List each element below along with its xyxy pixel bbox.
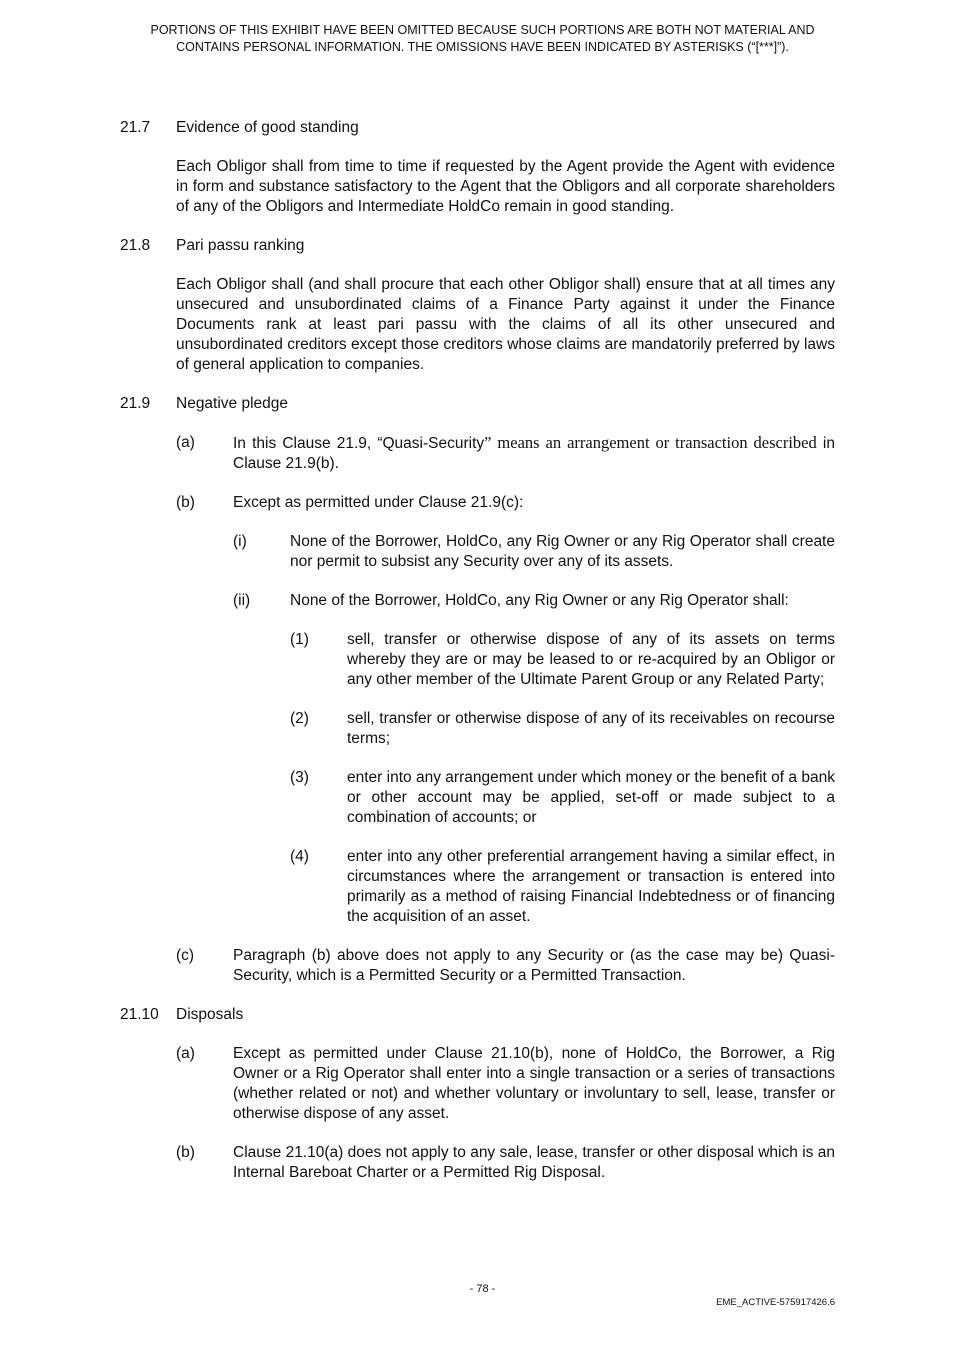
clause-21-8-body: Each Obligor shall (and shall procure that each other Obligor shall) ensure that at all times any unsecured and unsubordinated claims of a Finance Party against it under the Finance Documents rank at least pari passu with the claims of all its other unsecured and unsubordinated creditors except those creditors whose claims are mandatorily preferred by laws of general application to companies. <box>176 276 835 373</box>
item-text: enter into any arrangement under which money or the benefit of a bank or other account may be applied, set-off or made subject to a combination of accounts; or <box>347 769 835 826</box>
item-text: None of the Borrower, HoldCo, any Rig Owner or any Rig Operator shall: <box>290 592 789 609</box>
clause-number: 21.8 <box>120 237 151 254</box>
clause-21-9-b <box>176 493 835 513</box>
item-text: Except as permitted under Clause 21.9(c): <box>233 494 524 511</box>
item-label: (a) <box>176 434 195 451</box>
item-label: (b) <box>176 1144 195 1161</box>
item-label: (3) <box>290 769 309 786</box>
page-number: - 78 - <box>469 1283 496 1295</box>
clause-21-9-b-ii-4 <box>290 847 835 927</box>
clause-21-9-a <box>176 433 835 474</box>
clause-title: Disposals <box>176 1006 244 1023</box>
item-label: (a) <box>176 1045 195 1062</box>
item-text: sell, transfer or otherwise dispose of any of its receivables on recourse terms; <box>347 710 835 747</box>
item-label: (2) <box>290 710 309 727</box>
clause-number: 21.9 <box>120 395 151 412</box>
document-reference: EME_ACTIVE-575917426.6 <box>716 1297 835 1308</box>
item-text: sell, transfer or otherwise dispose of any of its assets on terms whereby they are or may be leased to or re-acquired by an Obligor or any other member of the Ultimate Parent Group or any Related Party; <box>347 631 835 688</box>
clause-21-8-heading <box>120 236 835 256</box>
clause-21-10-heading <box>120 1005 835 1025</box>
clause-21-9-b-ii-1 <box>290 630 835 690</box>
text-part-serif: ” means an arrangement or transaction described <box>484 433 817 452</box>
header-line-2: CONTAINS PERSONAL INFORMATION. THE OMISSIONS HAVE BEEN INDICATED BY ASTERISKS (“[***]”). <box>176 40 789 54</box>
clause-21-7-body: Each Obligor shall from time to time if requested by the Agent provide the Agent with evidence in form and substance satisfactory to the Agent that the Obligors and all corporate shareholders of any of the Obligors and Intermediate HoldCo remain in good standing. <box>176 158 835 215</box>
item-label: (ii) <box>233 592 251 609</box>
clause-title: Pari passu ranking <box>176 237 305 254</box>
document-body <box>120 118 835 1202</box>
item-label: (4) <box>290 848 309 865</box>
clause-21-9-b-ii <box>233 591 835 611</box>
clause-21-9-b-i <box>233 532 835 572</box>
page-header <box>110 22 855 56</box>
clause-21-9-b-ii-3 <box>290 768 835 828</box>
clause-title: Negative pledge <box>176 395 289 412</box>
item-text: None of the Borrower, HoldCo, any Rig Owner or any Rig Operator shall create nor permit to subsist any Security over any of its assets. <box>290 533 835 570</box>
item-label: (1) <box>290 631 309 648</box>
item-text: Except as permitted under Clause 21.10(b), none of HoldCo, the Borrower, a Rig Owner or a Rig Operator shall enter into a single transaction or a series of transactions (whether related or not) and whether voluntary or involuntary to sell, lease, transfer or otherwise dispose of any asset. <box>233 1045 835 1122</box>
text-part: In this Clause 21.9, “Quasi-Security <box>233 435 485 452</box>
clause-21-10-a <box>176 1044 835 1124</box>
text-part: in Clause 21.9(b). <box>233 435 835 472</box>
clause-number: 21.7 <box>120 119 151 136</box>
clause-number: 21.10 <box>120 1006 159 1023</box>
clause-21-9-heading <box>120 394 835 414</box>
clause-21-7-heading <box>120 118 835 138</box>
clause-21-10-b <box>176 1143 835 1183</box>
item-text: enter into any other preferential arrangement having a similar effect, in circumstances where the arrangement or transaction is entered into primarily as a method of raising Financial Indebtedness or of financing the acquisition of an asset. <box>347 848 835 925</box>
item-text: Clause 21.10(a) does not apply to any sale, lease, transfer or other disposal which is an Internal Bareboat Charter or a Permitted Rig Disposal. <box>233 1144 835 1181</box>
item-text <box>233 433 835 474</box>
item-label: (c) <box>176 947 195 964</box>
header-line-1: PORTIONS OF THIS EXHIBIT HAVE BEEN OMITTED BECAUSE SUCH PORTIONS ARE BOTH NOT MATERIAL AND <box>150 23 815 37</box>
clause-21-9-b-ii-2 <box>290 709 835 749</box>
item-label: (i) <box>233 533 247 550</box>
clause-title: Evidence of good standing <box>176 119 359 136</box>
item-label: (b) <box>176 494 195 511</box>
clause-21-9-c <box>176 946 835 986</box>
item-text: Paragraph (b) above does not apply to any Security or (as the case may be) Quasi-Security, which is a Permitted Security or a Permitted Transaction. <box>233 947 835 984</box>
